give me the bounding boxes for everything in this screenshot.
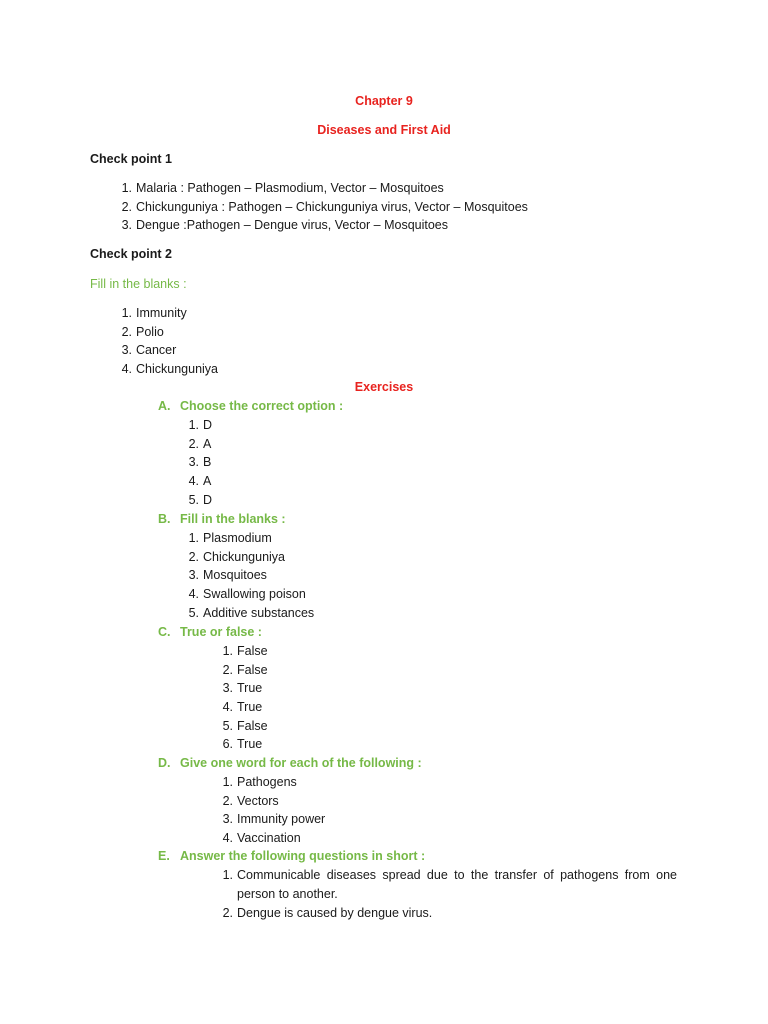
section-e-answer-2: 2. Dengue is caused by dengue virus. — [222, 906, 433, 920]
checkpoint2-list — [121, 304, 218, 379]
document-page: Chapter 9 Diseases and First Aid Check point 1 1. Malaria : Pathogen – Plasmodium, Vector – Mosquitoes 2. Chickunguniya : Pathogen – Chickunguniya virus, Vector – Mosquitoes 3. Dengue :Pathogen – Dengue virus, Vector – Mosquitoes Check point 2 Fill in the blanks : 1. Immunity 2. Polio 3. Cancer 4. Chickunguniya Exercises A. Choose the correct option : 1. D 2. A 3. B 4. A 5. D B. Fill in the blanks : 1. Plasmodium 2. Chickunguniya 3. Mosquitoes 4. Swallowing poison 5. Additive substances C. True or false : 1. False 2. False 3. True 4. True 5. False 6. True D. Give one word for each of the following : 1. Pathogens 2. Vectors 3. Immunity power 4. Vaccination E. Answer the following questions in short : 1. Communicable diseases spread due to the transfer of pathogens from one person to another. 2. Dengue is caused by dengue virus. — [0, 0, 768, 1024]
list-item: 4. True — [222, 700, 263, 715]
chapter-number: Chapter 9 — [355, 94, 413, 108]
section-d-list — [222, 773, 326, 848]
list-item: 2. A — [188, 436, 212, 451]
list-item: 3. Immunity power — [222, 812, 326, 827]
section-c-list — [222, 642, 268, 754]
list-item: 2. Vectors — [222, 793, 279, 808]
list-item: 3. Mosquitoes — [188, 568, 267, 583]
list-item: 4. Swallowing poison — [188, 587, 306, 602]
exercises-heading: Exercises — [354, 380, 414, 394]
checkpoint2-subheading: Fill in the blanks : — [90, 277, 187, 291]
section-e-answer-1: 1. Communicable diseases spread due to the transfer of pathogens from one person to another. — [222, 868, 677, 901]
section-b-list — [188, 529, 315, 622]
list-item: 2. False — [222, 662, 268, 677]
list-item: 3. True — [222, 681, 263, 696]
list-item: 5. Additive substances — [188, 605, 315, 620]
list-item: 3. B — [188, 455, 212, 470]
list-item: 1. Plasmodium — [188, 531, 272, 545]
list-item: 2. Chickunguniya : Pathogen – Chickunguniya virus, Vector – Mosquitoes — [121, 199, 528, 214]
checkpoint1-list — [121, 179, 528, 235]
list-item: 5. D — [188, 492, 213, 507]
section-a-list — [188, 416, 213, 509]
list-item: 3. Dengue :Pathogen – Dengue virus, Vector – Mosquitoes — [121, 218, 449, 233]
list-item: 1. Immunity — [121, 306, 187, 320]
list-item: 6. True — [222, 737, 263, 752]
checkpoint1-heading: Check point 1 — [90, 152, 172, 166]
list-item: 1. D — [188, 418, 213, 432]
list-item: 1. Malaria : Pathogen – Plasmodium, Vector – Mosquitoes — [121, 181, 444, 195]
list-item: 2. Chickunguniya — [188, 549, 285, 564]
list-item: 4. Chickunguniya — [121, 362, 218, 377]
chapter-title: Diseases and First Aid — [317, 123, 451, 137]
list-item: 1. Pathogens — [222, 775, 297, 789]
checkpoint2-heading: Check point 2 — [90, 247, 172, 261]
list-item: 4. Vaccination — [222, 831, 301, 846]
list-item: 1. False — [222, 644, 268, 658]
list-item: 2. Polio — [121, 324, 164, 339]
list-item: 3. Cancer — [121, 343, 177, 358]
list-item: 4. A — [188, 474, 212, 489]
list-item: 5. False — [222, 718, 268, 733]
